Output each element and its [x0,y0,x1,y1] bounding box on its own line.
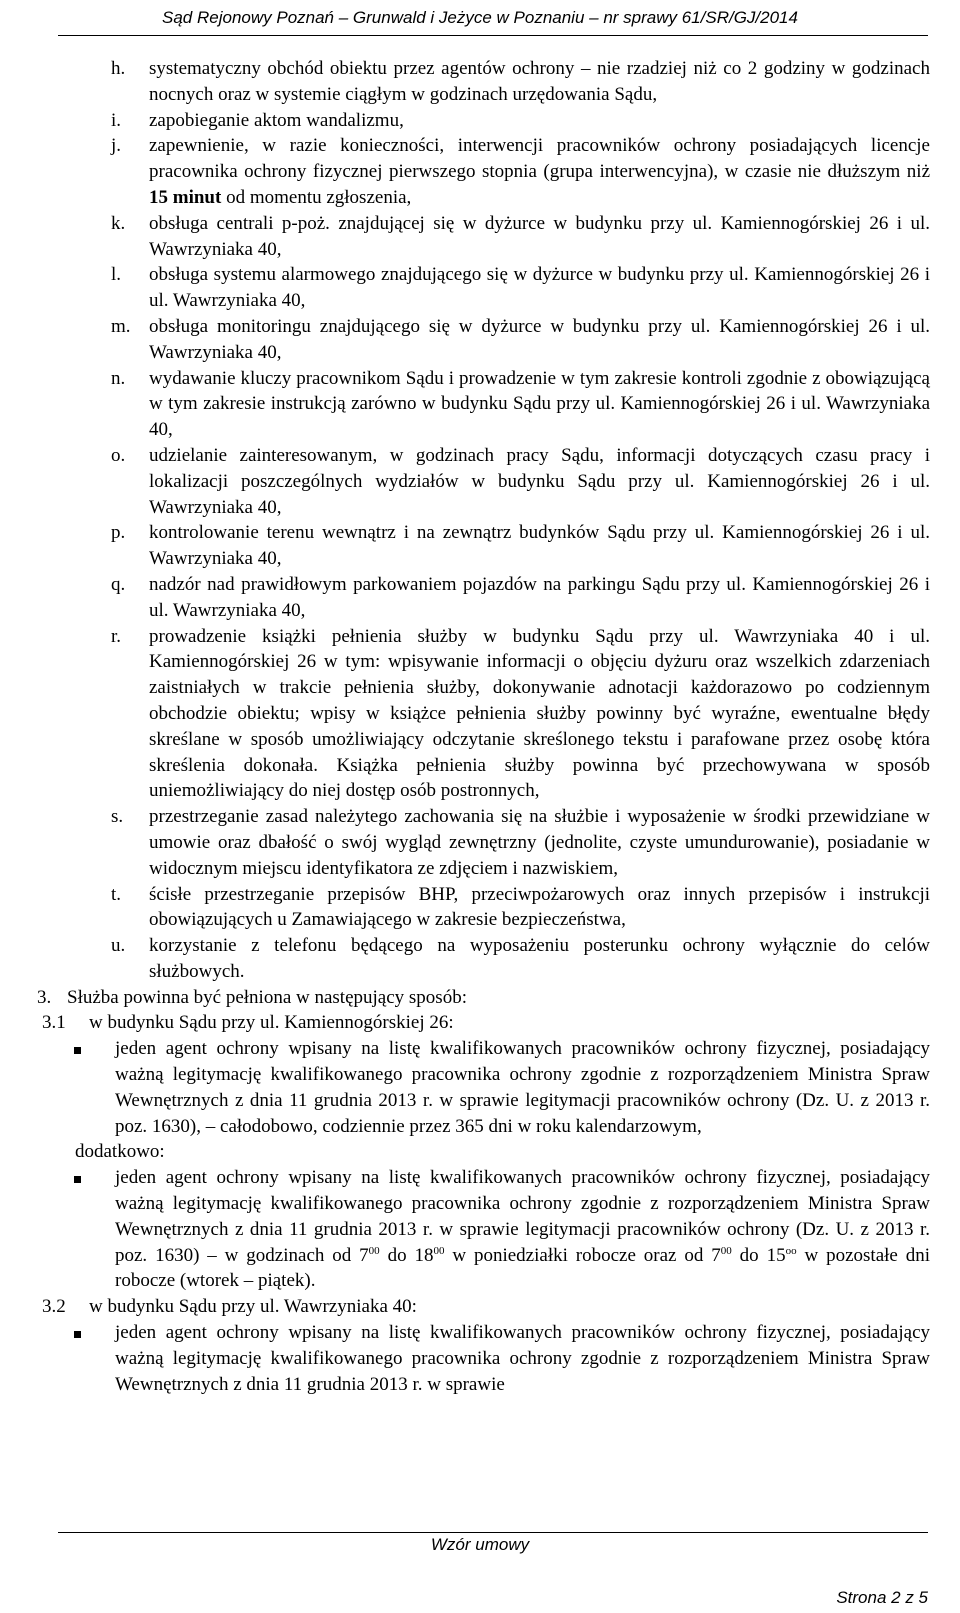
square-bullet-icon [37,1036,115,1139]
item-text-bold: 15 minut [149,186,222,208]
item-text: kontrolowanie terenu wewnątrz i na zewnątrz budynków Sądu przy ul. Kamiennogórskiej 26 i ul. Wawrzyniaka 40, [149,522,930,570]
item-letter: r. [111,625,122,647]
page-header: Sąd Rejonowy Poznań – Grunwald i Jeżyce w Poznaniu – nr sprawy 61/SR/GJ/2014 [162,8,798,27]
bullet-text-part: do 15 [731,1244,786,1266]
item-text-part: zapewnienie, w razie konieczności, interwencji pracowników ochrony posiadających licencje pracownika ochrony fizycznej pierwszego stopnia (grupa interwencyjna), w czasie nie dłuższym niż [149,135,930,183]
bullet-item [37,1165,930,1294]
list-item-n [37,366,930,443]
list-item-m [37,314,930,366]
list-item-t [37,882,930,934]
time-superscript: 00 [368,1244,380,1257]
item-text: systematyczny obchód obiektu przez agentów ochrony – nie rzadziej niż co 2 godziny w godzinach nocnych oraz w systemie ciągłym w godzinach urzędowania Sądu, [149,58,930,105]
square-bullet-icon [37,1165,115,1294]
item-letter: m. [111,315,131,337]
section-text: Służba powinna być pełniona w następujący sposób: [67,986,467,1008]
item-letter: s. [111,806,124,828]
item-text: ścisłe przestrzeganie przepisów BHP, przeciwpożarowych oraz innych przepisów i instrukcji obowiązujących u Zamawiającego w zakresie bezpieczeństwa, [149,883,930,931]
list-item-o [37,443,930,520]
item-letter: l. [111,264,122,286]
item-letter: q. [111,573,126,595]
list-item-q [37,572,930,624]
item-text: korzystanie z telefonu będącego na wyposażeniu posterunku ochrony wyłącznie do celów służbowych. [149,935,930,982]
item-letter: u. [111,935,126,957]
subsection-number: 3.2 [42,1296,66,1318]
footer-label: Wzór umowy [430,1535,530,1554]
item-letter: k. [111,212,126,234]
section-3 [37,985,930,1011]
footer-divider [58,1532,928,1533]
item-letter: j. [111,135,122,157]
bullet-text [115,1165,930,1294]
list-item-s [37,804,930,881]
item-text: obsługa centrali p-poż. znajdującej się w dyżurce w budynku przy ul. Kamiennogórskiej 26 i ul. Wawrzyniaka 40, [149,212,930,260]
list-item-k [37,211,930,263]
list-item-u [37,933,930,985]
item-text: prowadzenie książki pełnienia służby w budynku Sądu przy ul. Wawrzyniaka 40 i ul. Kamiennogórskiej 26 w tym: wpisywanie informacji o objęciu dyżuru oraz wszelkich zdarzeniach zaistniałych w trakcie pełnienia służby, dokonywanie adnotacji każdorazowo po codziennym obchodzie obiektu; wpisy w książce pełnienia służby powinny być wyraźne, ewentualne błędy skreślane w sposób umożliwiający odczytanie skreślonego tekstu i parafowane przez osobę która skreślenia dokonała. Książka pełnienia służby powinna być przechowywana w sposób uniemożliwiający do niej dostęp osób postronnych, [149,625,930,802]
item-letter: t. [111,883,122,905]
item-text [149,133,930,210]
header-divider [58,35,928,36]
item-text: przestrzeganie zasad należytego zachowania się na służbie i wyposażenie w środki przewidziane w umowie oraz dbałość o swój wygląd zewnętrzny (jednolite, czyste umundurowanie), posiadanie w widocznym miejscu identyfikatora ze zdjęciem i nazwiskiem, [149,806,930,879]
item-letter: h. [111,58,126,79]
subsection-number: 3.1 [42,1012,66,1034]
page-number: Strona 2 z 5 [836,1588,928,1607]
bullet-text-part: jeden agent ochrony wpisany na listę kwalifikowanych pracowników ochrony fizycznej, posiadający ważną legitymację kwalifikowanego pracownika ochrony zgodnie z rozporządzeniem Ministra Spraw Wewnętrznych z dnia 11 grudnia 2013 r. w sprawie legitymacji pracowników ochrony (Dz. U. z 2013 r. poz. 1630) – w godzinach od 7 [115,1167,930,1266]
bullet-text-part: w poniedziałki robocze oraz od 7 [444,1244,721,1266]
item-text: obsługa systemu alarmowego znajdującego się w dyżurce w budynku przy ul. Kamiennogórskiej 26 i ul. Wawrzyniaka 40, [149,264,930,312]
subsection-3-2 [37,1294,930,1320]
bullet-item [37,1320,930,1397]
list-item-h [37,56,930,108]
item-text: obsługa monitoringu znajdującego się w dyżurce w budynku przy ul. Kamiennogórskiej 26 i ul. Wawrzyniaka 40, [149,315,930,363]
item-letter: p. [111,522,126,544]
subsection-text: w budynku Sądu przy ul. Kamiennogórskiej 26: [89,1012,454,1034]
subsection-text: w budynku Sądu przy ul. Wawrzyniaka 40: [89,1296,417,1318]
time-superscript: 00 [433,1244,445,1257]
additional-label: dodatkowo: [75,1141,165,1163]
document-body [37,56,930,1397]
list-item-r [37,624,930,805]
item-text: udzielanie zainteresowanym, w godzinach pracy Sądu, informacji dotyczących czasu pracy i lokalizacji poszczególnych wydziałów w budynku Sądu przy ul. Kamiennogórskiej 26 i ul. Wawrzyniaka 40, [149,444,930,518]
list-item-p [37,520,930,572]
bullet-text-part: do 18 [379,1244,434,1266]
square-bullet-icon [37,1320,115,1397]
item-text: wydawanie kluczy pracownikom Sądu i prowadzenie w tym zakresie kontroli zgodnie z obowiązującą w tym zakresie instrukcją zarówno w budynku Sądu przy ul. Kamiennogórskiej 26 i ul. Wawrzyniaka 40, [149,367,930,441]
list-item-i [37,108,930,134]
bullet-text: jeden agent ochrony wpisany na listę kwalifikowanych pracowników ochrony fizycznej, posiadający ważną legitymację kwalifikowanego pracownika ochrony zgodnie z rozporządzeniem Ministra Spraw Wewnętrznych z dnia 11 grudnia 2013 r. w sprawie legitymacji pracowników ochrony (Dz. U. z 2013 r. poz. 1630), – całodobowo, codziennie przez 365 dni w roku kalendarzowym, [115,1038,930,1137]
item-letter: i. [111,109,122,131]
bullet-text: jeden agent ochrony wpisany na listę kwalifikowanych pracowników ochrony fizycznej, posiadający ważną legitymację kwalifikowanego pracownika ochrony zgodnie z rozporządzeniem Ministra Spraw Wewnętrznych z dnia 11 grudnia 2013 r. w sprawie [115,1322,930,1395]
section-number: 3. [37,986,52,1008]
bullet-text-part: w pozostałe dni robocze (wtorek – piątek). [115,1244,931,1292]
item-text: zapobieganie aktom wandalizmu, [149,109,404,131]
time-superscript: oo [785,1244,797,1257]
subsection-3-1 [37,1010,930,1036]
time-superscript: 00 [720,1244,732,1257]
list-item-l [37,262,930,314]
item-text: nadzór nad prawidłowym parkowaniem pojazdów na parkingu Sądu przy ul. Kamiennogórskiej 26 i ul. Wawrzyniaka 40, [149,573,930,621]
item-text-part: od momentu zgłoszenia, [221,186,412,208]
list-item-j [37,133,930,210]
item-letter: o. [111,444,126,466]
item-letter: n. [111,367,126,389]
bullet-item [37,1036,930,1139]
